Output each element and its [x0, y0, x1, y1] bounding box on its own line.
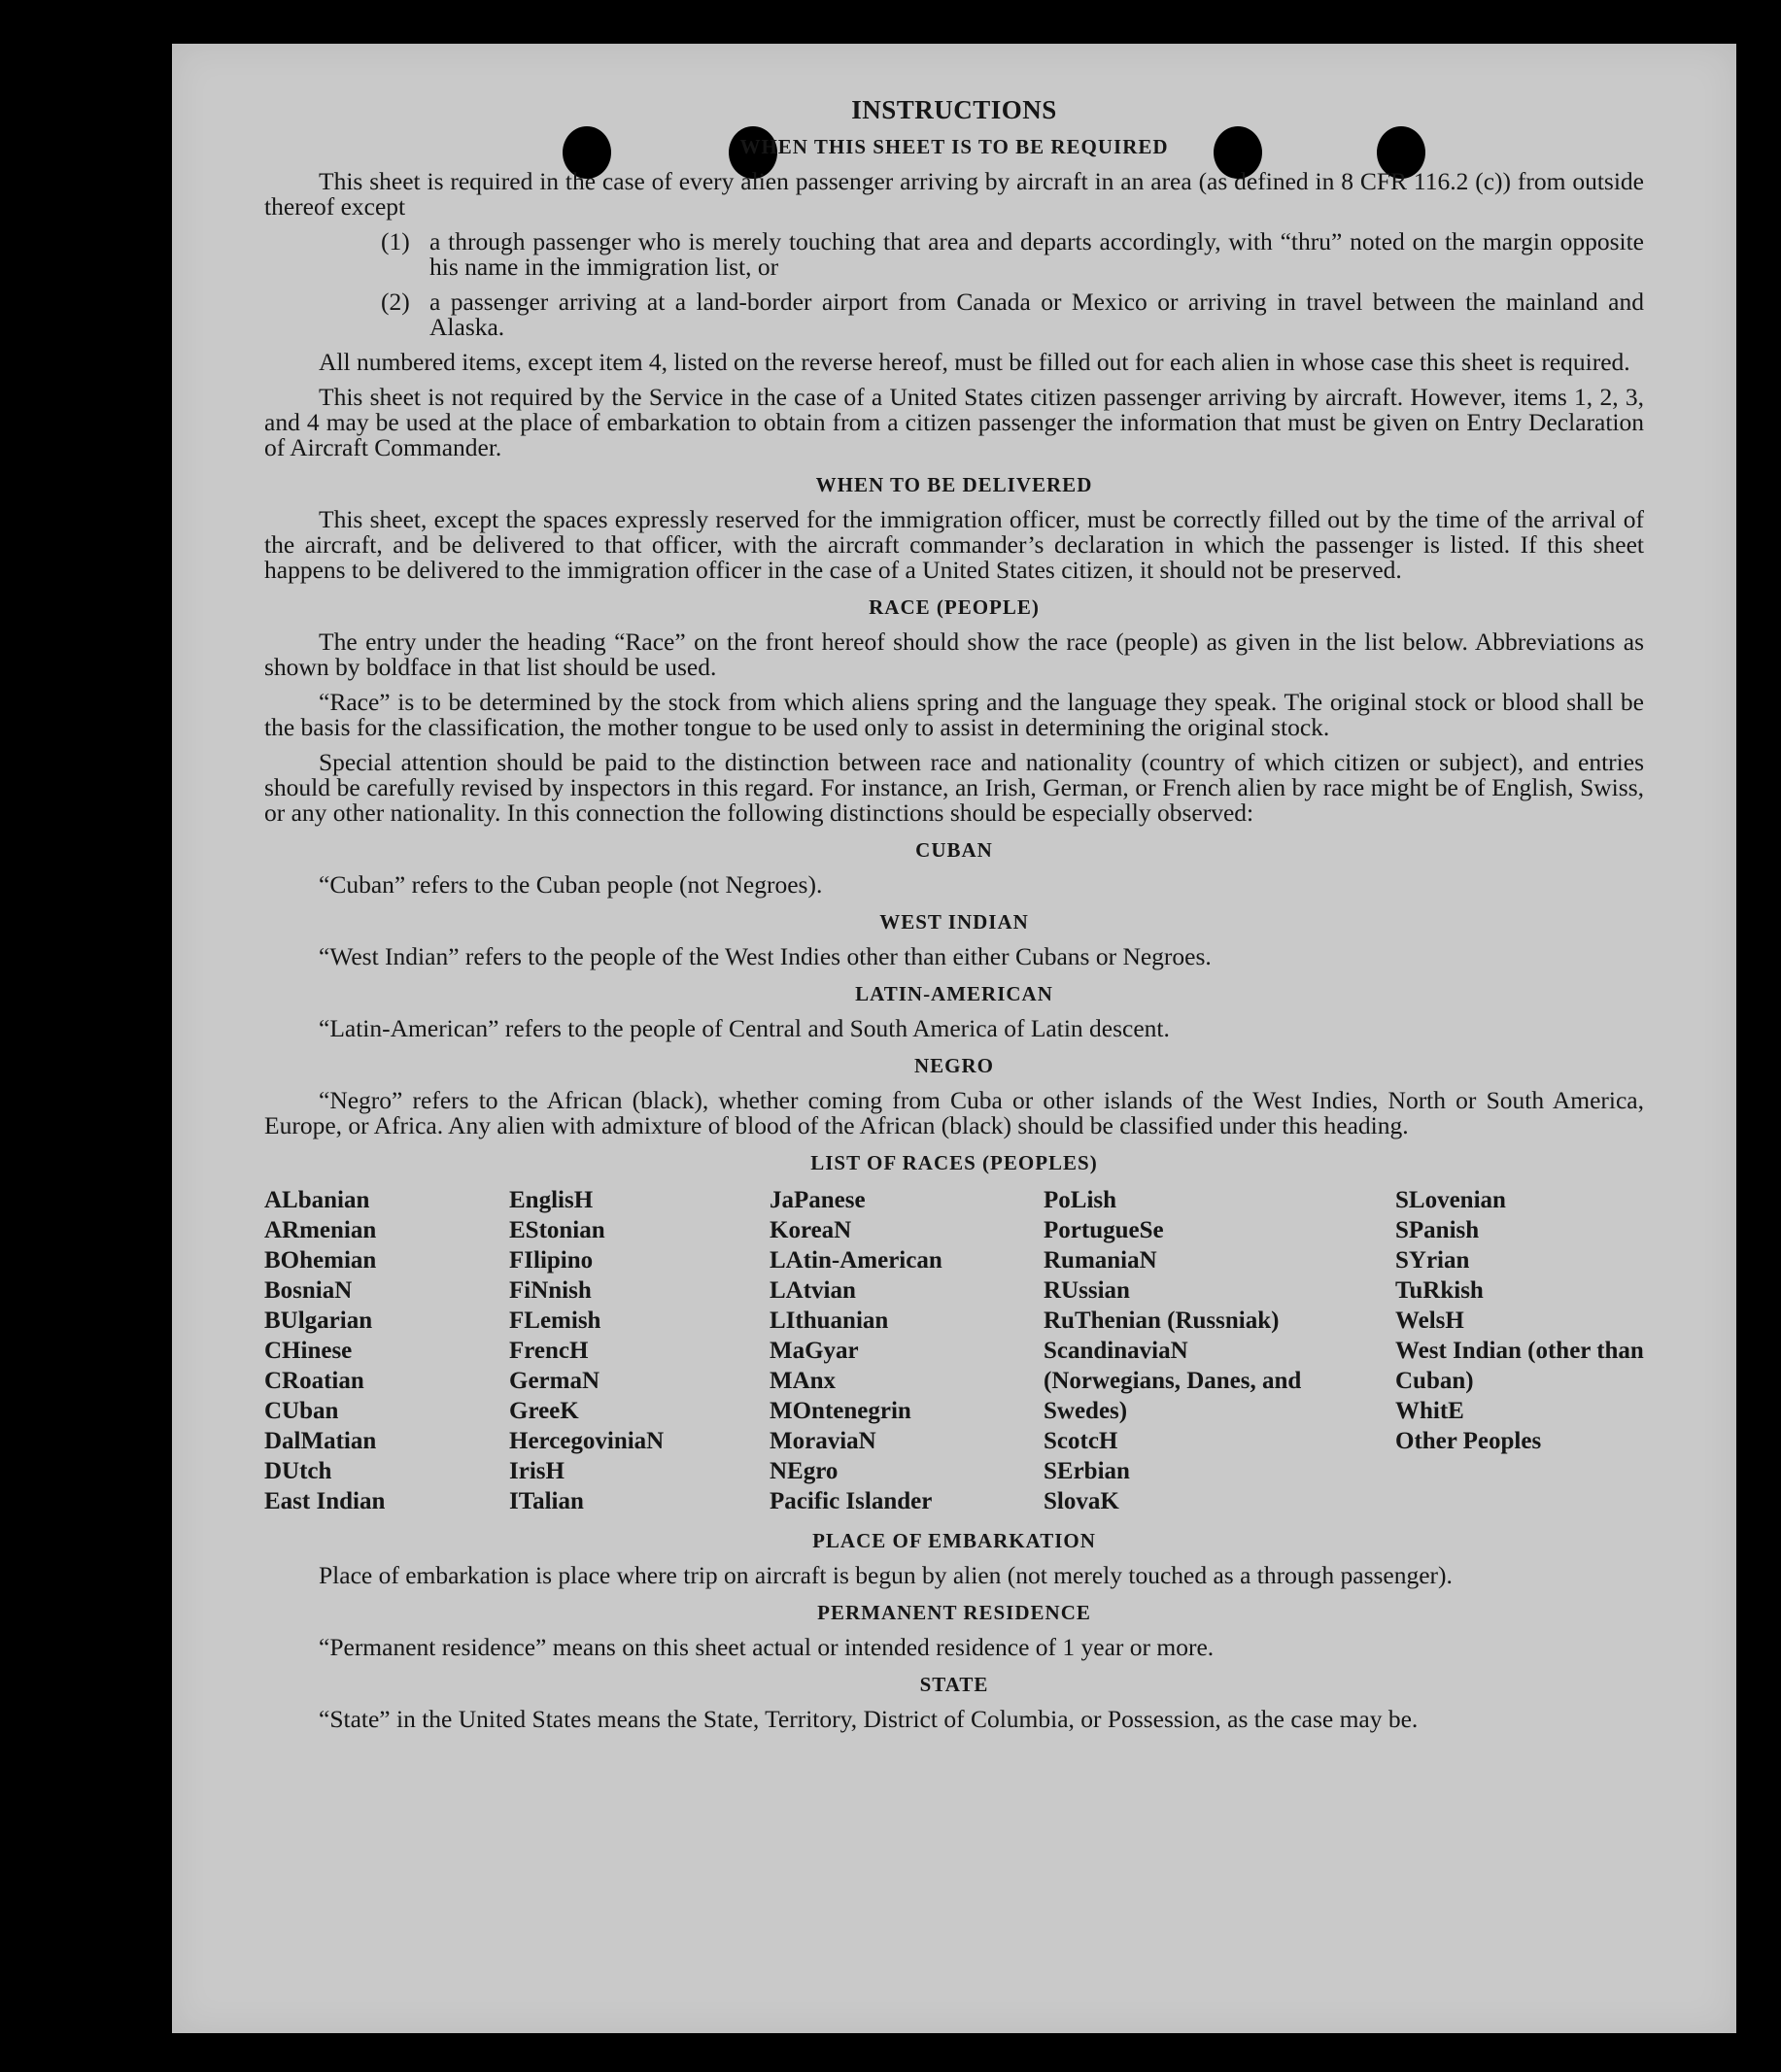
race-item: TuRkish	[1395, 1277, 1484, 1304]
race-item: BosniaN	[264, 1277, 353, 1304]
paragraph: The entry under the heading “Race” on the front hereof should show the race (people) as given in the list below. Abbreviations as shown by boldface in that list should be used.	[264, 628, 1644, 681]
race-item: IrisH	[509, 1458, 565, 1484]
race-item: DalMatian	[264, 1428, 377, 1454]
race-item: SlovaK	[1044, 1488, 1119, 1514]
race-item: PortugueSe	[1044, 1217, 1164, 1243]
race-item: CHinese	[264, 1338, 353, 1364]
race-item: FIlipino	[509, 1247, 594, 1274]
section-heading-negro: NEGRO	[913, 1054, 994, 1077]
race-item: DUtch	[264, 1458, 332, 1484]
race-item: BOhemian	[264, 1247, 377, 1274]
race-item: LAtvian	[770, 1277, 856, 1304]
page-title: INSTRUCTIONS	[851, 95, 1057, 124]
instructions-body	[264, 97, 1644, 1742]
race-item: ScandinaviaN (Norwegians, Danes, and Swedes)	[1044, 1338, 1302, 1424]
exception-number: (1)	[381, 227, 410, 255]
section-heading-when-required: WHEN THIS SHEET IS TO BE REQUIRED	[739, 135, 1169, 158]
race-item: West Indian (other than Cuban)	[1395, 1338, 1644, 1394]
race-item: GermaN	[509, 1368, 600, 1394]
section-heading-residence: PERMANENT RESIDENCE	[817, 1601, 1091, 1624]
races-column	[509, 1185, 770, 1516]
race-item: ITalian	[509, 1488, 584, 1514]
race-item: LAtin-American	[770, 1247, 942, 1274]
exception-item	[264, 289, 1644, 340]
exception-text: a passenger arriving at a land-border airport from Canada or Mexico or arriving in travel between the mainland and Alaska.	[429, 288, 1644, 341]
race-item: East Indian	[264, 1488, 386, 1514]
race-item: FLemish	[509, 1308, 601, 1334]
paragraph: This sheet, except the spaces expressly reserved for the immigration officer, must be correctly filled out by the time of the arrival of the aircraft, and be delivered to that officer, with the aircraft commander’s declaration in which the passenger is listed. If this sheet happens to be delivered to the immigration officer in the case of a United States citizen, it should not be preserved.	[264, 505, 1644, 584]
race-item: LIthuanian	[770, 1308, 889, 1334]
race-item: WhitE	[1395, 1398, 1464, 1424]
race-item: EStonian	[509, 1217, 605, 1243]
race-item: SYrian	[1395, 1247, 1470, 1274]
race-item: RUssian	[1044, 1277, 1130, 1304]
section-heading-west-indian: WEST INDIAN	[879, 910, 1029, 934]
race-item: Pacific Islander	[770, 1488, 933, 1514]
race-item: BUlgarian	[264, 1308, 373, 1334]
exception-number: (2)	[381, 288, 410, 316]
race-item: RuThenian (Russniak)	[1044, 1308, 1280, 1334]
race-item: ARmenian	[264, 1217, 377, 1243]
races-column	[1395, 1185, 1644, 1516]
paragraph: Special attention should be paid to the distinction between race and nationality (country of which citizen or subject), and entries should be carefully revised by inspectors in this regard. For instance, an Irish, German, or French alien by race might be of English, Swiss, or any other nationality. In this connection the following distinctions should be especially observed:	[264, 748, 1644, 827]
race-item: JaPanese	[770, 1187, 866, 1213]
race-item: MAnx	[770, 1368, 837, 1394]
race-item: Other Peoples	[1395, 1428, 1542, 1454]
race-item: SLovenian	[1395, 1187, 1506, 1213]
race-item: MOntenegrin	[770, 1398, 911, 1424]
races-column	[1044, 1185, 1395, 1516]
races-column	[770, 1185, 1044, 1516]
race-item: FiNnish	[509, 1277, 592, 1304]
section-heading-cuban: CUBAN	[915, 838, 993, 862]
race-item: ScotcH	[1044, 1428, 1118, 1454]
definition-embarkation: Place of embarkation is place where trip on aircraft is begun by alien (not merely touched as a through passenger).	[319, 1561, 1453, 1589]
paragraph: “Race” is to be determined by the stock from which aliens spring and the language they speak. The original stock or blood shall be the basis for the classification, the mother tongue to be used only to assist in determining the original stock.	[264, 688, 1644, 741]
exception-text: a through passenger who is merely touching that area and departs accordingly, with “thru” noted on the margin opposite his name in the immigration list, or	[429, 227, 1644, 281]
race-item: RumaniaN	[1044, 1247, 1157, 1274]
race-item: SErbian	[1044, 1458, 1130, 1484]
definition-residence: “Permanent residence” means on this sheet actual or intended residence of 1 year or more.	[319, 1633, 1215, 1661]
section-heading-races-list: LIST OF RACES (PEOPLES)	[810, 1151, 1098, 1174]
section-heading-latin-american: LATIN-AMERICAN	[855, 982, 1053, 1005]
race-item: GreeK	[509, 1398, 579, 1424]
race-item: PoLish	[1044, 1187, 1117, 1213]
section-heading-state: STATE	[919, 1673, 989, 1696]
definition-latin-american: “Latin-American” refers to the people of Central and South America of Latin descent.	[319, 1014, 1170, 1042]
section-heading-when-delivered: WHEN TO BE DELIVERED	[815, 473, 1093, 496]
race-item: WelsH	[1395, 1308, 1464, 1334]
section-heading-embarkation: PLACE OF EMBARKATION	[812, 1529, 1096, 1552]
exception-item	[264, 229, 1644, 280]
definition-negro: “Negro” refers to the African (black), whether coming from Cuba or other islands of the West Indies, North or South America, Europe, or Africa. Any alien with admixture of blood of the African (black) should be classified under this heading.	[264, 1086, 1644, 1139]
race-item: ALbanian	[264, 1187, 370, 1213]
race-item: CRoatian	[264, 1368, 364, 1394]
race-item: KoreaN	[770, 1217, 852, 1243]
race-item: HercegoviniaN	[509, 1428, 665, 1454]
race-item: FrencH	[509, 1338, 589, 1364]
races-list	[264, 1185, 1644, 1516]
race-item: EnglisH	[509, 1187, 594, 1213]
paragraph: This sheet is not required by the Service in the case of a United States citizen passenger arriving by aircraft. However, items 1, 2, 3, and 4 may be used at the place of embarkation to obtain from a citizen passenger the information that must be given on Entry Declaration of Aircraft Commander.	[264, 383, 1644, 461]
race-item: SPanish	[1395, 1217, 1480, 1243]
race-item: NEgro	[770, 1458, 839, 1484]
definition-cuban: “Cuban” refers to the Cuban people (not Negroes).	[319, 870, 823, 899]
race-item: MaGyar	[770, 1338, 859, 1364]
race-item: CUban	[264, 1398, 339, 1424]
paragraph: This sheet is required in the case of every alien passenger arriving by aircraft in an area (as defined in 8 CFR 116.2 (c)) from outside thereof except	[264, 167, 1644, 221]
section-heading-race: RACE (PEOPLE)	[869, 595, 1040, 619]
definition-west-indian: “West Indian” refers to the people of the West Indies other than either Cubans or Negroes.	[319, 942, 1212, 970]
paragraph: All numbered items, except item 4, listed on the reverse hereof, must be filled out for each alien in whose case this sheet is required.	[319, 348, 1630, 376]
races-column	[264, 1185, 509, 1516]
definition-state: “State” in the United States means the State, Territory, District of Columbia, or Possession, as the case may be.	[319, 1705, 1419, 1733]
race-item: MoraviaN	[770, 1428, 876, 1454]
